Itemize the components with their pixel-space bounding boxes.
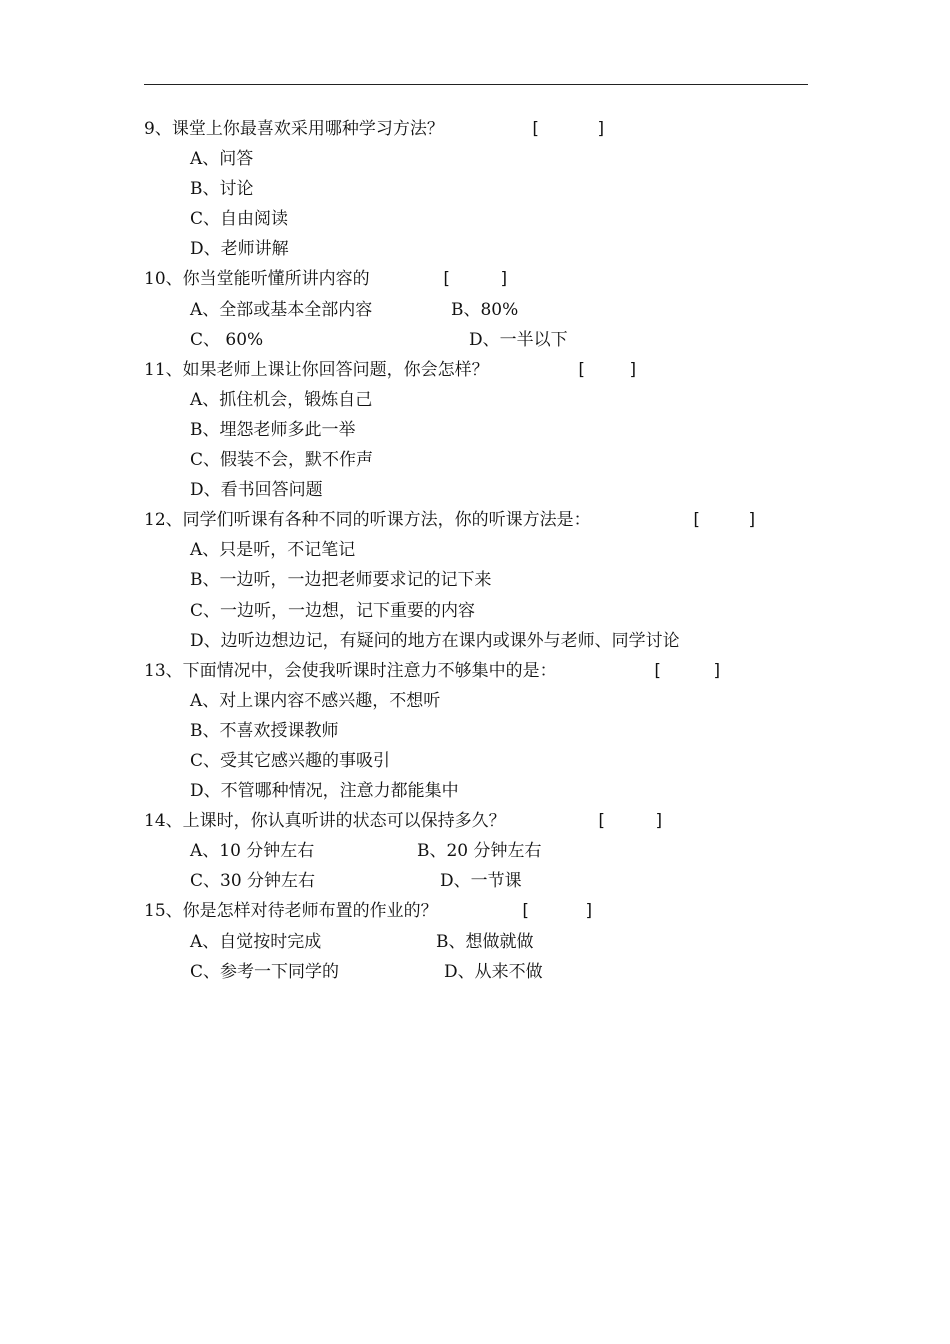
option-row-cd	[144, 325, 824, 355]
question-13	[144, 656, 824, 686]
option-row-cd	[144, 957, 824, 987]
option-d: D、从来不做	[444, 961, 543, 982]
option-row-ab	[144, 836, 824, 866]
question-15	[144, 896, 824, 926]
answer-bracket: [ ]	[441, 269, 510, 290]
option-b: B、想做就做	[436, 931, 534, 952]
option-c: C、参考一下同学的	[190, 961, 340, 982]
option-c: C、30 分钟左右	[190, 871, 316, 892]
option-c: C、受其它感兴趣的事吸引	[190, 750, 391, 771]
option-c: C、假装不会，默不作声	[190, 450, 374, 471]
option-b: B、讨论	[190, 179, 254, 200]
option-row-ab	[144, 927, 824, 957]
answer-bracket: [ ]	[530, 119, 607, 139]
answer-bracket: [ ]	[652, 660, 723, 681]
header-rule	[144, 84, 808, 85]
option-b: B、不喜欢授课教师	[190, 720, 339, 741]
question-text: 11、如果老师上课让你回答问题，你会怎样？	[144, 359, 489, 380]
answer-bracket: [ ]	[576, 359, 639, 380]
option-a: A、只是听，不记笔记	[190, 540, 356, 561]
option-a: A、抓住机会，锻炼自己	[190, 389, 373, 410]
question-text: 9、课堂上你最喜欢采用哪种学习方法？	[144, 119, 444, 139]
question-11	[144, 355, 824, 385]
option-d: D、一半以下	[469, 329, 568, 350]
question-14	[144, 806, 824, 836]
option-row-cd	[144, 866, 824, 896]
question-12	[144, 505, 824, 535]
question-text: 10、你当堂能听懂所讲内容的	[144, 269, 370, 290]
option-c: C、 60%	[190, 329, 264, 350]
question-text: 14、上课时，你认真听讲的状态可以保持多久？	[144, 811, 506, 832]
option-b: B、埋怨老师多此一举	[190, 419, 356, 440]
option-d: D、看书回答问题	[190, 480, 323, 501]
option-a: A、自觉按时完成	[190, 931, 322, 952]
option-a: A、全部或基本全部内容	[190, 299, 373, 320]
option-b: B、20 分钟左右	[417, 841, 542, 862]
questionnaire	[144, 114, 824, 987]
option-b: B、80%	[451, 299, 519, 320]
option-a: A、10 分钟左右	[190, 841, 315, 862]
question-text: 13、下面情况中，会使我听课时注意力不够集中的是：	[144, 660, 557, 681]
question-text: 15、你是怎样对待老师布置的作业的？	[144, 901, 438, 922]
option-row-ab	[144, 295, 824, 325]
question-text: 12、同学们听课有各种不同的听课方法，你的听课方法是：	[144, 510, 591, 531]
option-a: A、问答	[190, 149, 254, 170]
question-9	[144, 114, 824, 144]
question-10	[144, 264, 824, 294]
option-d: D、老师讲解	[190, 239, 289, 260]
option-c: C、一边听，一边想，记下重要的内容	[190, 600, 476, 621]
option-d: D、不管哪种情况，注意力都能集中	[190, 781, 459, 802]
option-a: A、对上课内容不感兴趣，不想听	[190, 690, 441, 711]
answer-bracket: [ ]	[596, 811, 665, 832]
option-d: D、一节课	[440, 871, 522, 892]
answer-bracket: [ ]	[691, 510, 758, 531]
option-c: C、自由阅读	[190, 209, 289, 230]
option-d: D、边听边想边记，有疑问的地方在课内或课外与老师、同学讨论	[190, 630, 680, 651]
answer-bracket: [ ]	[520, 901, 595, 922]
option-b: B、一边听，一边把老师要求记的记下来	[190, 570, 492, 591]
